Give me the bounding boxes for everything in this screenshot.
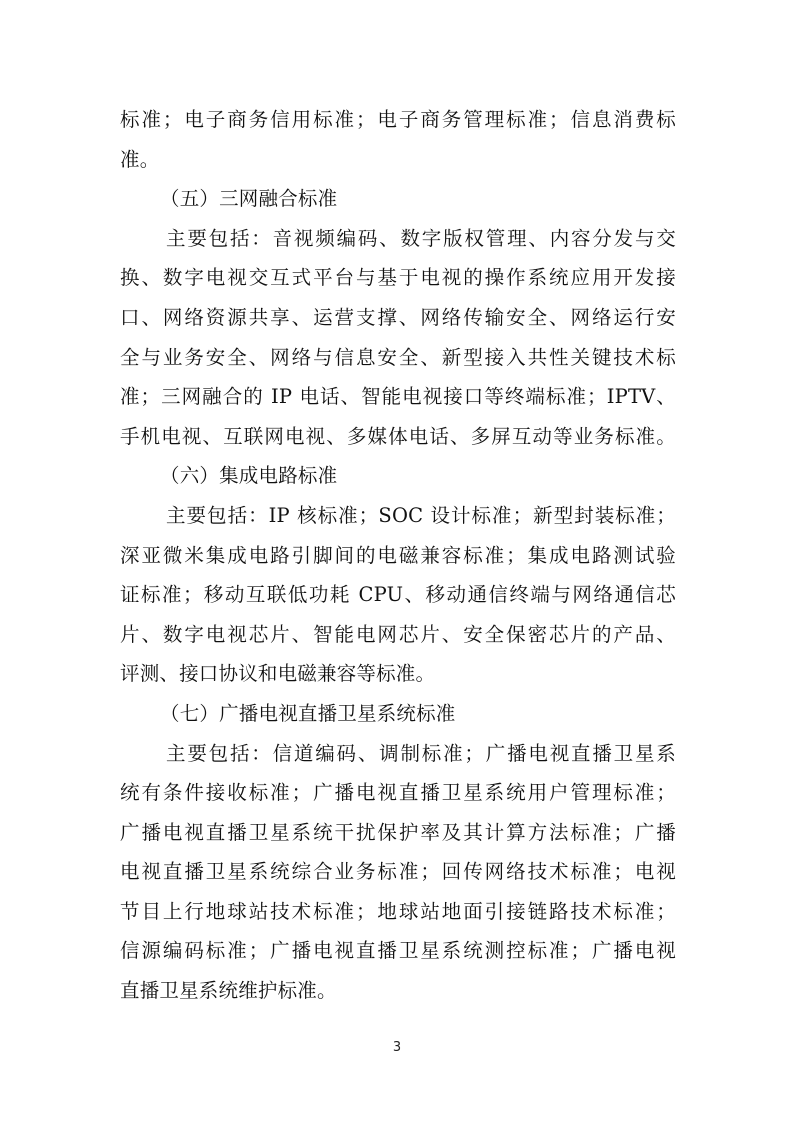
body-line-20: 电视直播卫星系统综合业务标准；回传网络技术标准；电视 [120, 860, 676, 884]
body-line-13: 证标准；移动互联低功耗 CPU、移动通信终端与网络通信芯 [120, 583, 676, 607]
body-line-14: 片、数字电视芯片、智能电网芯片、安全保密芯片的产品、 [120, 622, 676, 646]
body-line-15: 评测、接口协议和电磁兼容等标准。 [120, 662, 436, 686]
body-line-8: 准；三网融合的 IP 电话、智能电视接口等终端标准；IPTV、 [120, 385, 676, 409]
body-line-2: 准。 [120, 147, 160, 171]
body-line-21: 节目上行地球站技术标准；地球站地面引接链路技术标准； [120, 899, 676, 923]
body-line-23: 直播卫星系统维护标准。 [120, 979, 337, 1003]
section-heading-5: （五）三网融合标准 [160, 187, 338, 211]
body-line-12: 深亚微米集成电路引脚间的电磁兼容标准；集成电路测试验 [120, 543, 676, 567]
body-line-1: 标准；电子商务信用标准；电子商务管理标准；信息消费标 [120, 108, 676, 131]
body-line-19: 广播电视直播卫星系统干扰保护率及其计算方法标准；广播 [120, 820, 676, 844]
body-line-4: 主要包括：音视频编码、数字版权管理、内容分发与交 [166, 226, 676, 250]
body-line-7: 全与业务安全、网络与信息安全、新型接入共性关键技术标 [120, 345, 676, 369]
body-line-6: 口、网络资源共享、运营支撑、网络传输安全、网络运行安 [120, 305, 676, 329]
body-line-5: 换、数字电视交互式平台与基于电视的操作系统应用开发接 [120, 266, 676, 290]
section-heading-6: （六）集成电路标准 [160, 464, 338, 488]
body-line-17: 主要包括：信道编码、调制标准；广播电视直播卫星系 [166, 741, 676, 765]
page-number: 3 [392, 1040, 402, 1055]
body-line-9: 手机电视、互联网电视、多媒体电话、多屏互动等业务标准。 [120, 424, 676, 448]
body-line-11: 主要包括：IP 核标准；SOC 设计标准；新型封装标准； [166, 503, 676, 527]
body-line-18: 统有条件接收标准；广播电视直播卫星系统用户管理标准； [120, 781, 676, 805]
section-heading-7: （七）广播电视直播卫星系统标准 [160, 701, 456, 725]
body-line-22: 信源编码标准；广播电视直播卫星系统测控标准；广播电视 [120, 939, 676, 963]
document-body [120, 100, 676, 1011]
